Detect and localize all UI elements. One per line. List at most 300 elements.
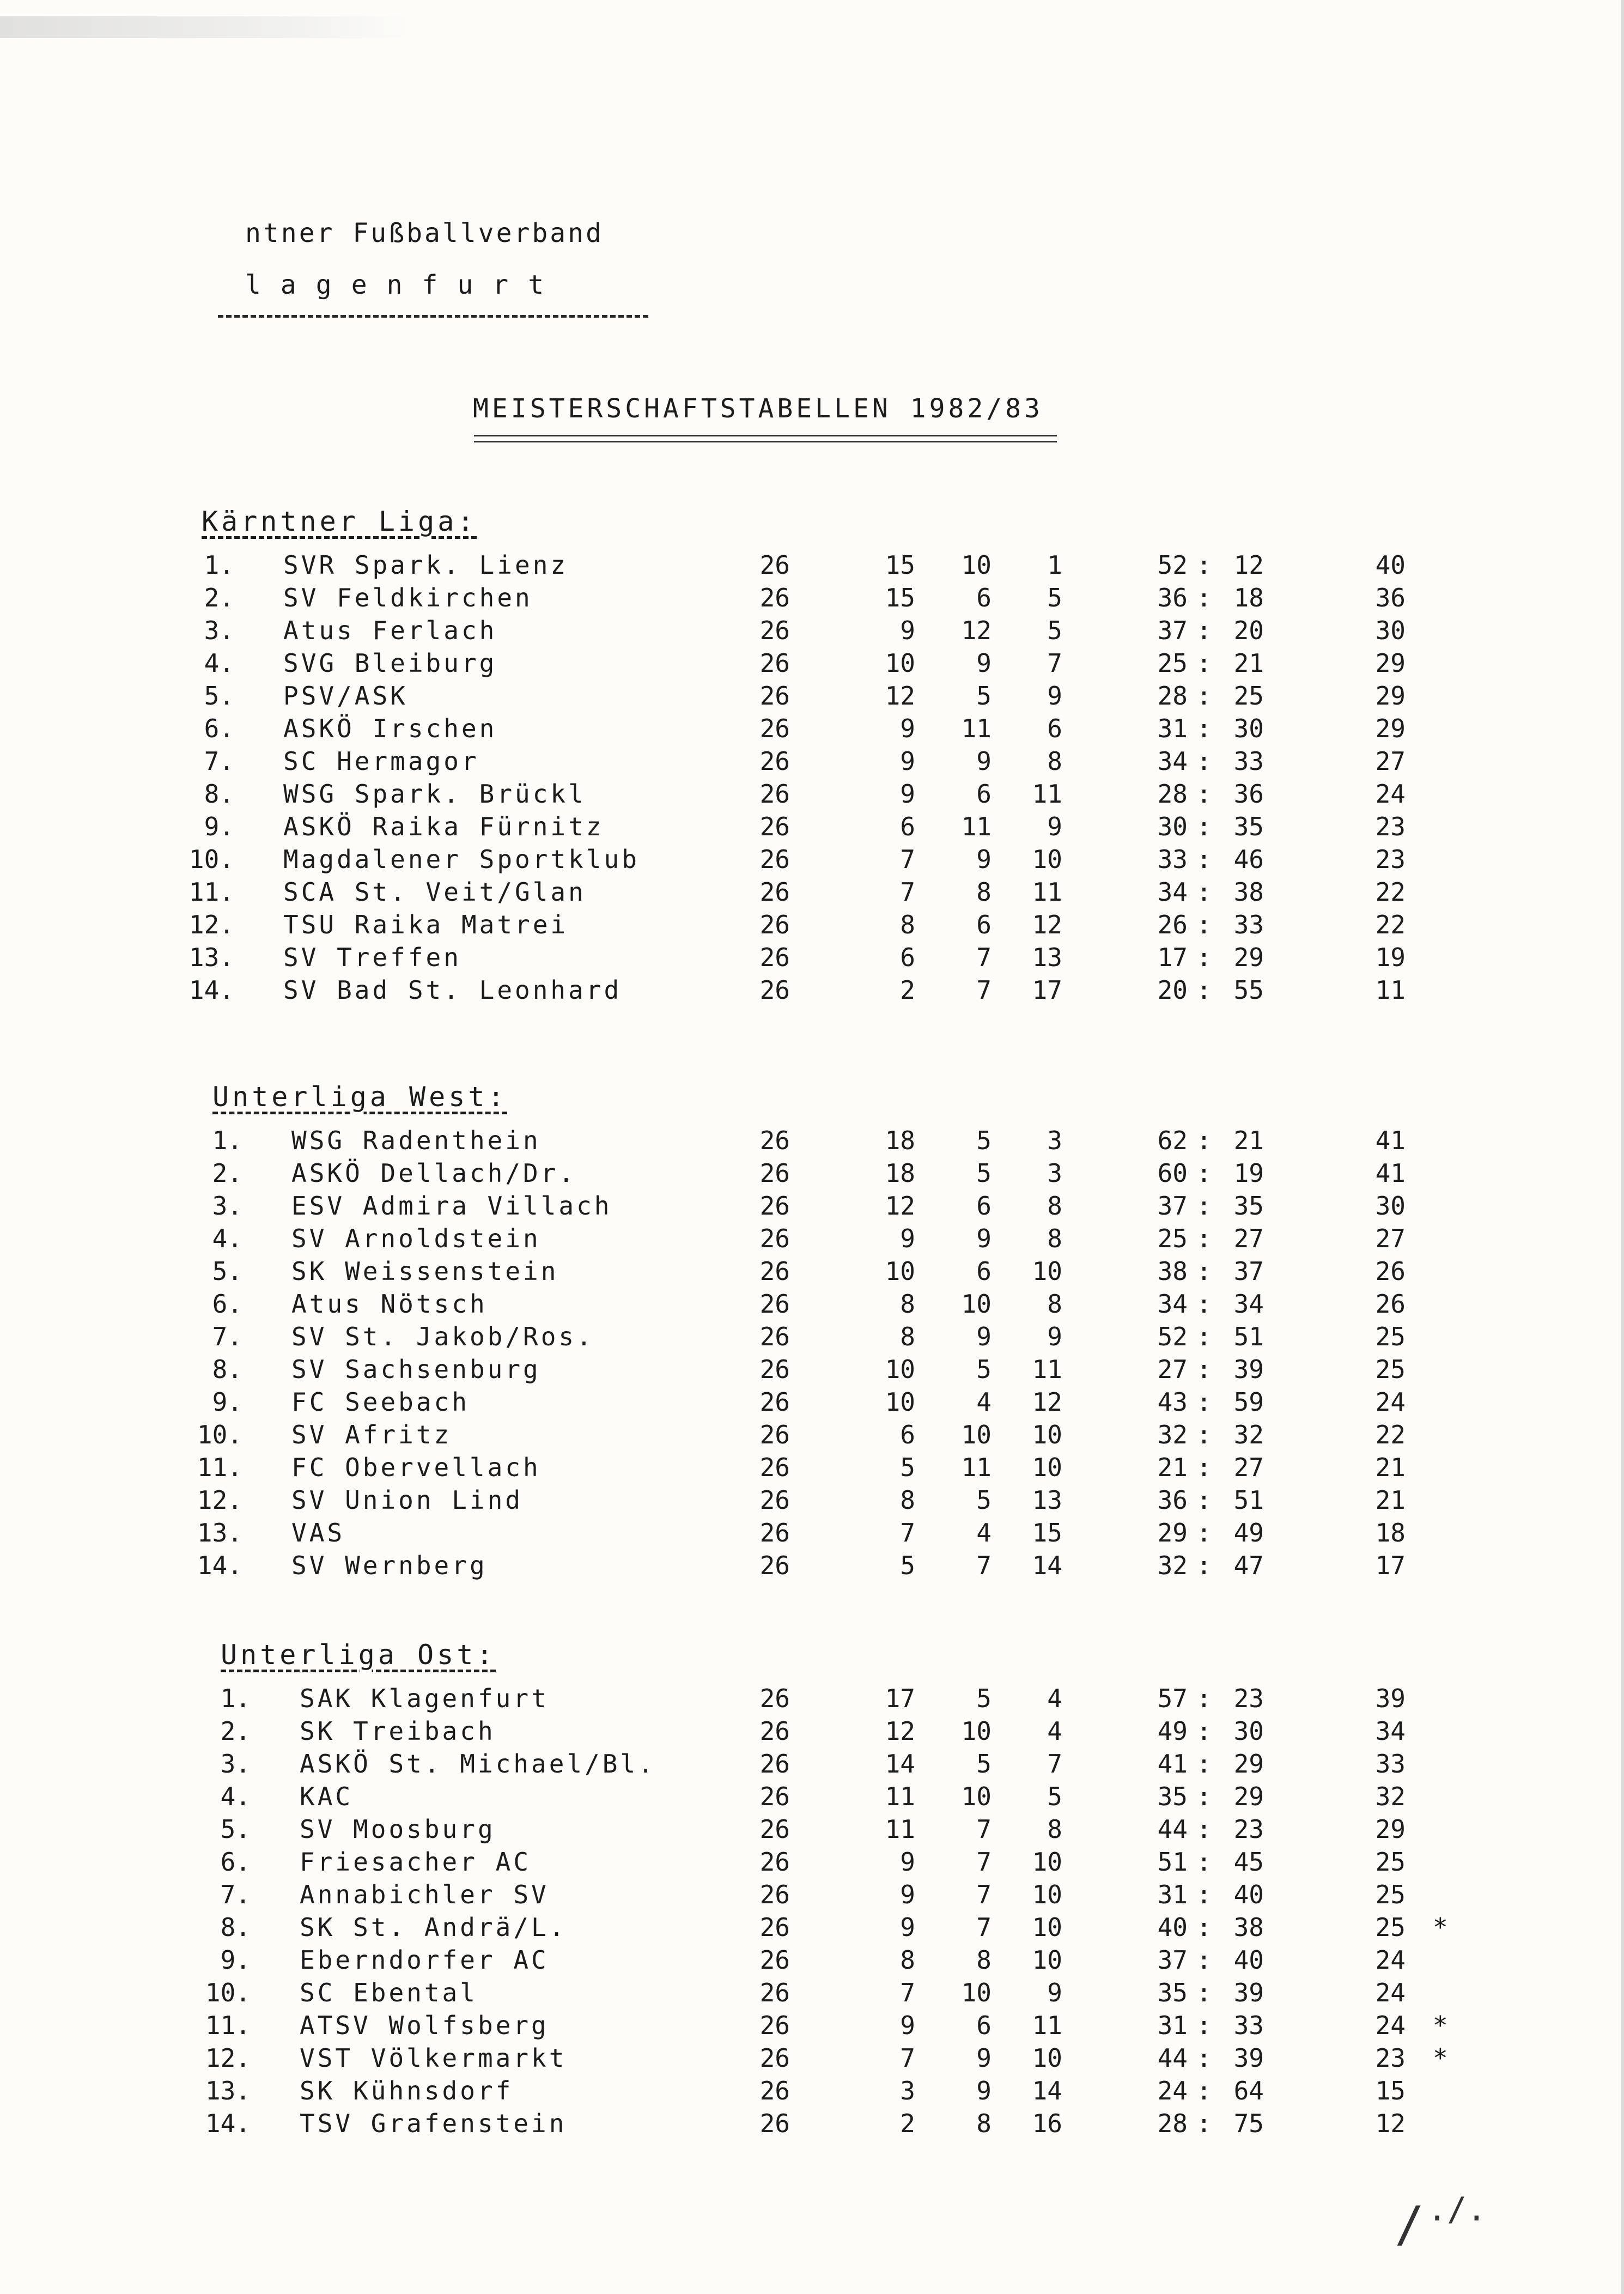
points-cell: 40 bbox=[1375, 550, 1406, 580]
wins-cell: 9 bbox=[900, 1880, 915, 1909]
losses-cell: 5 bbox=[1047, 583, 1062, 612]
games-played-cell: 26 bbox=[759, 975, 790, 1005]
table-row bbox=[0, 2011, 1624, 2043]
goals-against-cell: 47 bbox=[1233, 1551, 1264, 1580]
points-cell: 21 bbox=[1375, 1453, 1406, 1482]
wins-cell: 11 bbox=[885, 1814, 915, 1844]
points-cell: 30 bbox=[1375, 1191, 1406, 1221]
goals-for-cell: 52 bbox=[1157, 1322, 1188, 1351]
wins-cell: 9 bbox=[900, 714, 915, 743]
team-name-cell: SV St. Jakob/Ros. bbox=[291, 1322, 594, 1351]
goals-against-cell: 29 bbox=[1233, 1782, 1264, 1811]
footnote-marker: * bbox=[1433, 1913, 1448, 1942]
goals-for-cell: 43 bbox=[1157, 1387, 1188, 1417]
team-name-cell: SC Ebental bbox=[300, 1978, 478, 2007]
table-row bbox=[0, 1485, 1624, 1518]
goals-for-cell: 21 bbox=[1157, 1453, 1188, 1482]
losses-cell: 7 bbox=[1047, 1749, 1062, 1779]
rank-cell: 3. bbox=[212, 1191, 242, 1221]
wins-cell: 12 bbox=[885, 1191, 915, 1221]
draws-cell: 10 bbox=[961, 550, 992, 580]
points-cell: 25 bbox=[1375, 1355, 1406, 1384]
association-city: lagenfurt bbox=[245, 270, 564, 300]
table-row bbox=[0, 1551, 1624, 1583]
team-name-cell: Magdalener Sportklub bbox=[283, 845, 640, 874]
table-row bbox=[0, 747, 1624, 779]
wins-cell: 18 bbox=[885, 1126, 915, 1155]
goal-separator: : bbox=[1196, 583, 1212, 612]
wins-cell: 5 bbox=[900, 1551, 915, 1580]
table-row bbox=[0, 1684, 1624, 1716]
goals-for-cell: 20 bbox=[1157, 975, 1188, 1005]
goals-for-cell: 51 bbox=[1157, 1847, 1188, 1877]
goal-separator: : bbox=[1196, 1684, 1212, 1713]
team-name-cell: SV Wernberg bbox=[291, 1551, 488, 1580]
rank-cell: 3. bbox=[204, 616, 234, 645]
table-row bbox=[0, 1420, 1624, 1453]
rank-cell: 7. bbox=[212, 1322, 242, 1351]
table-row bbox=[0, 1782, 1624, 1814]
rank-cell: 9. bbox=[212, 1387, 242, 1417]
team-name-cell: SV Moosburg bbox=[300, 1814, 496, 1844]
table-row bbox=[0, 1716, 1624, 1749]
goal-separator: : bbox=[1196, 1880, 1212, 1909]
goals-against-cell: 40 bbox=[1233, 1880, 1264, 1909]
draws-cell: 9 bbox=[976, 2076, 992, 2105]
goals-for-cell: 31 bbox=[1157, 2011, 1188, 2040]
draws-cell: 6 bbox=[976, 1191, 992, 1221]
wins-cell: 10 bbox=[885, 1355, 915, 1384]
rank-cell: 2. bbox=[212, 1158, 242, 1188]
goal-separator: : bbox=[1196, 2109, 1212, 2138]
rank-cell: 12. bbox=[197, 1485, 242, 1515]
wins-cell: 10 bbox=[885, 648, 915, 678]
table-row bbox=[0, 1355, 1624, 1387]
team-name-cell: VST Völkermarkt bbox=[300, 2043, 567, 2073]
games-played-cell: 26 bbox=[759, 681, 790, 711]
team-name-cell: ASKÖ Dellach/Dr. bbox=[291, 1158, 577, 1188]
wins-cell: 6 bbox=[900, 1420, 915, 1449]
goal-separator: : bbox=[1196, 616, 1212, 645]
goals-for-cell: 25 bbox=[1157, 648, 1188, 678]
team-name-cell: SK St. Andrä/L. bbox=[300, 1913, 567, 1942]
team-name-cell: ATSV Wolfsberg bbox=[300, 2011, 549, 2040]
draws-cell: 4 bbox=[976, 1387, 992, 1417]
losses-cell: 9 bbox=[1047, 1978, 1062, 2007]
goal-separator: : bbox=[1196, 1289, 1212, 1319]
rank-cell: 11. bbox=[205, 2011, 251, 2040]
wins-cell: 12 bbox=[885, 1716, 915, 1746]
team-name-cell: ESV Admira Villach bbox=[291, 1191, 612, 1221]
points-cell: 25 bbox=[1375, 1913, 1406, 1942]
table-row bbox=[0, 1387, 1624, 1420]
games-played-cell: 26 bbox=[759, 1814, 790, 1844]
goals-for-cell: 41 bbox=[1157, 1749, 1188, 1779]
wins-cell: 9 bbox=[900, 2011, 915, 2040]
goals-against-cell: 21 bbox=[1233, 648, 1264, 678]
draws-cell: 7 bbox=[976, 975, 992, 1005]
table-row bbox=[0, 779, 1624, 812]
points-cell: 30 bbox=[1375, 616, 1406, 645]
footnote-marker: * bbox=[1433, 2043, 1448, 2073]
losses-cell: 16 bbox=[1032, 2109, 1062, 2138]
games-played-cell: 26 bbox=[759, 1716, 790, 1746]
team-name-cell: SAK Klagenfurt bbox=[300, 1684, 549, 1713]
losses-cell: 8 bbox=[1047, 1191, 1062, 1221]
table-row bbox=[0, 812, 1624, 845]
team-name-cell: FC Obervellach bbox=[291, 1453, 541, 1482]
continuation-mark: ./. bbox=[1427, 2190, 1487, 2229]
table-row bbox=[0, 1749, 1624, 1782]
table-row bbox=[0, 616, 1624, 648]
team-name-cell: SV Afritz bbox=[291, 1420, 452, 1449]
goals-for-cell: 34 bbox=[1157, 1289, 1188, 1319]
team-name-cell: SV Treffen bbox=[283, 943, 461, 972]
goal-separator: : bbox=[1196, 1518, 1212, 1547]
losses-cell: 11 bbox=[1032, 1355, 1062, 1384]
goal-separator: : bbox=[1196, 1257, 1212, 1286]
games-played-cell: 26 bbox=[759, 1355, 790, 1384]
points-cell: 15 bbox=[1375, 2076, 1406, 2105]
wins-cell: 3 bbox=[900, 2076, 915, 2105]
draws-cell: 5 bbox=[976, 1158, 992, 1188]
losses-cell: 14 bbox=[1032, 1551, 1062, 1580]
rank-cell: 1. bbox=[212, 1126, 242, 1155]
goal-separator: : bbox=[1196, 1420, 1212, 1449]
team-name-cell: SK Weissenstein bbox=[291, 1257, 559, 1286]
draws-cell: 9 bbox=[976, 845, 992, 874]
goals-for-cell: 27 bbox=[1157, 1355, 1188, 1384]
rank-cell: 1. bbox=[220, 1684, 251, 1713]
draws-cell: 9 bbox=[976, 648, 992, 678]
games-played-cell: 26 bbox=[759, 1158, 790, 1188]
association-name: ntner Fußballverband bbox=[245, 218, 604, 248]
games-played-cell: 26 bbox=[759, 1913, 790, 1942]
table-row bbox=[0, 943, 1624, 975]
draws-cell: 10 bbox=[961, 1289, 992, 1319]
team-name-cell: SV Feldkirchen bbox=[283, 583, 533, 612]
goals-for-cell: 29 bbox=[1157, 1518, 1188, 1547]
table-row bbox=[0, 1322, 1624, 1355]
losses-cell: 5 bbox=[1047, 616, 1062, 645]
games-played-cell: 26 bbox=[759, 1749, 790, 1779]
team-name-cell: Atus Ferlach bbox=[283, 616, 497, 645]
points-cell: 23 bbox=[1375, 2043, 1406, 2073]
goals-against-cell: 39 bbox=[1233, 2043, 1264, 2073]
goal-separator: : bbox=[1196, 845, 1212, 874]
rank-cell: 5. bbox=[204, 681, 234, 711]
wins-cell: 17 bbox=[885, 1684, 915, 1713]
goal-separator: : bbox=[1196, 1485, 1212, 1515]
rank-cell: 12. bbox=[188, 910, 234, 939]
goals-against-cell: 21 bbox=[1233, 1126, 1264, 1155]
draws-cell: 5 bbox=[976, 1126, 992, 1155]
table-row bbox=[0, 1453, 1624, 1485]
points-cell: 32 bbox=[1375, 1782, 1406, 1811]
points-cell: 17 bbox=[1375, 1551, 1406, 1580]
losses-cell: 8 bbox=[1047, 1289, 1062, 1319]
goal-separator: : bbox=[1196, 1814, 1212, 1844]
goals-against-cell: 35 bbox=[1233, 1191, 1264, 1221]
losses-cell: 17 bbox=[1032, 975, 1062, 1005]
losses-cell: 10 bbox=[1032, 1453, 1062, 1482]
table-row bbox=[0, 2109, 1624, 2141]
losses-cell: 4 bbox=[1047, 1716, 1062, 1746]
points-cell: 41 bbox=[1375, 1158, 1406, 1188]
wins-cell: 15 bbox=[885, 550, 915, 580]
losses-cell: 8 bbox=[1047, 1814, 1062, 1844]
games-played-cell: 26 bbox=[759, 1847, 790, 1877]
wins-cell: 9 bbox=[900, 747, 915, 776]
rank-cell: 12. bbox=[205, 2043, 251, 2073]
games-played-cell: 26 bbox=[759, 943, 790, 972]
points-cell: 12 bbox=[1375, 2109, 1406, 2138]
rank-cell: 6. bbox=[204, 714, 234, 743]
points-cell: 27 bbox=[1375, 1224, 1406, 1253]
goals-against-cell: 39 bbox=[1233, 1978, 1264, 2007]
team-name-cell: FC Seebach bbox=[291, 1387, 470, 1417]
wins-cell: 14 bbox=[885, 1749, 915, 1779]
draws-cell: 9 bbox=[976, 747, 992, 776]
losses-cell: 9 bbox=[1047, 681, 1062, 711]
wins-cell: 7 bbox=[900, 845, 915, 874]
team-name-cell: Annabichler SV bbox=[300, 1880, 549, 1909]
losses-cell: 11 bbox=[1032, 779, 1062, 809]
draws-cell: 8 bbox=[976, 2109, 992, 2138]
losses-cell: 15 bbox=[1032, 1518, 1062, 1547]
wins-cell: 7 bbox=[900, 877, 915, 907]
wins-cell: 7 bbox=[900, 2043, 915, 2073]
goals-against-cell: 75 bbox=[1233, 2109, 1264, 2138]
points-cell: 27 bbox=[1375, 747, 1406, 776]
games-played-cell: 26 bbox=[759, 1257, 790, 1286]
rank-cell: 9. bbox=[220, 1945, 251, 1975]
rank-cell: 14. bbox=[197, 1551, 242, 1580]
table-row bbox=[0, 1518, 1624, 1551]
rank-cell: 7. bbox=[204, 747, 234, 776]
losses-cell: 14 bbox=[1032, 2076, 1062, 2105]
losses-cell: 12 bbox=[1032, 1387, 1062, 1417]
draws-cell: 7 bbox=[976, 1847, 992, 1877]
table-row bbox=[0, 1158, 1624, 1191]
losses-cell: 10 bbox=[1032, 845, 1062, 874]
games-played-cell: 26 bbox=[759, 1485, 790, 1515]
points-cell: 26 bbox=[1375, 1289, 1406, 1319]
games-played-cell: 26 bbox=[759, 1684, 790, 1713]
games-played-cell: 26 bbox=[759, 714, 790, 743]
rank-cell: 11. bbox=[197, 1453, 242, 1482]
goal-separator: : bbox=[1196, 1782, 1212, 1811]
games-played-cell: 26 bbox=[759, 1945, 790, 1975]
team-name-cell: SV Bad St. Leonhard bbox=[283, 975, 622, 1005]
team-name-cell: SV Arnoldstein bbox=[291, 1224, 541, 1253]
goals-for-cell: 37 bbox=[1157, 1945, 1188, 1975]
goals-against-cell: 38 bbox=[1233, 1913, 1264, 1942]
losses-cell: 6 bbox=[1047, 714, 1062, 743]
table-row bbox=[0, 910, 1624, 943]
losses-cell: 10 bbox=[1032, 1945, 1062, 1975]
points-cell: 21 bbox=[1375, 1485, 1406, 1515]
rank-cell: 8. bbox=[220, 1913, 251, 1942]
rank-cell: 4. bbox=[212, 1224, 242, 1253]
goals-against-cell: 55 bbox=[1233, 975, 1264, 1005]
losses-cell: 5 bbox=[1047, 1782, 1062, 1811]
rank-cell: 13. bbox=[188, 943, 234, 972]
table-row bbox=[0, 1289, 1624, 1322]
goal-separator: : bbox=[1196, 910, 1212, 939]
goals-for-cell: 37 bbox=[1157, 616, 1188, 645]
points-cell: 23 bbox=[1375, 845, 1406, 874]
draws-cell: 4 bbox=[976, 1518, 992, 1547]
wins-cell: 12 bbox=[885, 681, 915, 711]
section-heading: Kärntner Liga: bbox=[202, 506, 477, 537]
goals-for-cell: 40 bbox=[1157, 1913, 1188, 1942]
table-row bbox=[0, 681, 1624, 714]
goals-against-cell: 25 bbox=[1233, 681, 1264, 711]
goals-for-cell: 44 bbox=[1157, 2043, 1188, 2073]
losses-cell: 11 bbox=[1032, 877, 1062, 907]
section-heading: Unterliga Ost: bbox=[221, 1639, 496, 1671]
draws-cell: 10 bbox=[961, 1716, 992, 1746]
goals-for-cell: 49 bbox=[1157, 1716, 1188, 1746]
goal-separator: : bbox=[1196, 1978, 1212, 2007]
draws-cell: 5 bbox=[976, 1355, 992, 1384]
games-played-cell: 26 bbox=[759, 2076, 790, 2105]
goals-against-cell: 64 bbox=[1233, 2076, 1264, 2105]
rank-cell: 14. bbox=[205, 2109, 251, 2138]
goals-for-cell: 28 bbox=[1157, 779, 1188, 809]
games-played-cell: 26 bbox=[759, 550, 790, 580]
points-cell: 29 bbox=[1375, 648, 1406, 678]
goal-separator: : bbox=[1196, 550, 1212, 580]
rank-cell: 7. bbox=[220, 1880, 251, 1909]
goal-separator: : bbox=[1196, 1126, 1212, 1155]
wins-cell: 5 bbox=[900, 1453, 915, 1482]
draws-cell: 6 bbox=[976, 2011, 992, 2040]
games-played-cell: 26 bbox=[759, 2011, 790, 2040]
goals-against-cell: 59 bbox=[1233, 1387, 1264, 1417]
goals-against-cell: 34 bbox=[1233, 1289, 1264, 1319]
wins-cell: 9 bbox=[900, 779, 915, 809]
draws-cell: 7 bbox=[976, 1880, 992, 1909]
goals-for-cell: 38 bbox=[1157, 1257, 1188, 1286]
team-name-cell: SVG Bleiburg bbox=[283, 648, 497, 678]
wins-cell: 6 bbox=[900, 943, 915, 972]
goals-for-cell: 60 bbox=[1157, 1158, 1188, 1188]
draws-cell: 6 bbox=[976, 583, 992, 612]
rank-cell: 5. bbox=[212, 1257, 242, 1286]
games-played-cell: 26 bbox=[759, 1420, 790, 1449]
team-name-cell: ASKÖ Raika Fürnitz bbox=[283, 812, 604, 841]
draws-cell: 9 bbox=[976, 1322, 992, 1351]
goal-separator: : bbox=[1196, 1716, 1212, 1746]
goals-against-cell: 38 bbox=[1233, 877, 1264, 907]
points-cell: 39 bbox=[1375, 1684, 1406, 1713]
rank-cell: 11. bbox=[188, 877, 234, 907]
losses-cell: 1 bbox=[1047, 550, 1062, 580]
table-row bbox=[0, 1945, 1624, 1978]
losses-cell: 11 bbox=[1032, 2011, 1062, 2040]
goals-for-cell: 30 bbox=[1157, 812, 1188, 841]
points-cell: 22 bbox=[1375, 1420, 1406, 1449]
games-played-cell: 26 bbox=[759, 1782, 790, 1811]
games-played-cell: 26 bbox=[759, 747, 790, 776]
goal-separator: : bbox=[1196, 648, 1212, 678]
goal-separator: : bbox=[1196, 2043, 1212, 2073]
points-cell: 25 bbox=[1375, 1322, 1406, 1351]
games-played-cell: 26 bbox=[759, 877, 790, 907]
team-name-cell: SCA St. Veit/Glan bbox=[283, 877, 586, 907]
goals-for-cell: 62 bbox=[1157, 1126, 1188, 1155]
table-row bbox=[0, 1224, 1624, 1257]
draws-cell: 5 bbox=[976, 1749, 992, 1779]
goals-against-cell: 27 bbox=[1233, 1453, 1264, 1482]
rank-cell: 3. bbox=[220, 1749, 251, 1779]
table-row bbox=[0, 2043, 1624, 2076]
goals-for-cell: 25 bbox=[1157, 1224, 1188, 1253]
goal-separator: : bbox=[1196, 943, 1212, 972]
section-heading: Unterliga West: bbox=[212, 1081, 508, 1113]
games-played-cell: 26 bbox=[759, 1126, 790, 1155]
points-cell: 29 bbox=[1375, 681, 1406, 711]
rank-cell: 10. bbox=[188, 845, 234, 874]
rank-cell: 8. bbox=[212, 1355, 242, 1384]
losses-cell: 8 bbox=[1047, 747, 1062, 776]
wins-cell: 15 bbox=[885, 583, 915, 612]
losses-cell: 10 bbox=[1032, 1847, 1062, 1877]
rank-cell: 4. bbox=[204, 648, 234, 678]
team-name-cell: Friesacher AC bbox=[300, 1847, 532, 1877]
draws-cell: 5 bbox=[976, 1485, 992, 1515]
goal-separator: : bbox=[1196, 1191, 1212, 1221]
goal-separator: : bbox=[1196, 1913, 1212, 1942]
team-name-cell: KAC bbox=[300, 1782, 354, 1811]
wins-cell: 11 bbox=[885, 1782, 915, 1811]
wins-cell: 9 bbox=[900, 1913, 915, 1942]
table-row bbox=[0, 1126, 1624, 1158]
goals-against-cell: 33 bbox=[1233, 2011, 1264, 2040]
page-title: MEISTERSCHAFTSTABELLEN 1982/83 bbox=[473, 393, 1043, 424]
goals-against-cell: 37 bbox=[1233, 1257, 1264, 1286]
games-played-cell: 26 bbox=[759, 583, 790, 612]
rank-cell: 14. bbox=[188, 975, 234, 1005]
rank-cell: 6. bbox=[220, 1847, 251, 1877]
draws-cell: 8 bbox=[976, 1945, 992, 1975]
wins-cell: 6 bbox=[900, 812, 915, 841]
goal-separator: : bbox=[1196, 812, 1212, 841]
draws-cell: 5 bbox=[976, 681, 992, 711]
losses-cell: 9 bbox=[1047, 1322, 1062, 1351]
rank-cell: 8. bbox=[204, 779, 234, 809]
team-name-cell: SK Treibach bbox=[300, 1716, 496, 1746]
games-played-cell: 26 bbox=[759, 648, 790, 678]
points-cell: 19 bbox=[1375, 943, 1406, 972]
draws-cell: 9 bbox=[976, 2043, 992, 2073]
goals-for-cell: 35 bbox=[1157, 1978, 1188, 2007]
goal-separator: : bbox=[1196, 1749, 1212, 1779]
goals-against-cell: 29 bbox=[1233, 943, 1264, 972]
rank-cell: 10. bbox=[197, 1420, 242, 1449]
table-row bbox=[0, 2076, 1624, 2109]
points-cell: 36 bbox=[1375, 583, 1406, 612]
team-name-cell: Eberndorfer AC bbox=[300, 1945, 549, 1975]
rank-cell: 5. bbox=[220, 1814, 251, 1844]
draws-cell: 7 bbox=[976, 1551, 992, 1580]
draws-cell: 7 bbox=[976, 1814, 992, 1844]
draws-cell: 11 bbox=[961, 1453, 992, 1482]
goals-for-cell: 37 bbox=[1157, 1191, 1188, 1221]
goals-for-cell: 31 bbox=[1157, 714, 1188, 743]
